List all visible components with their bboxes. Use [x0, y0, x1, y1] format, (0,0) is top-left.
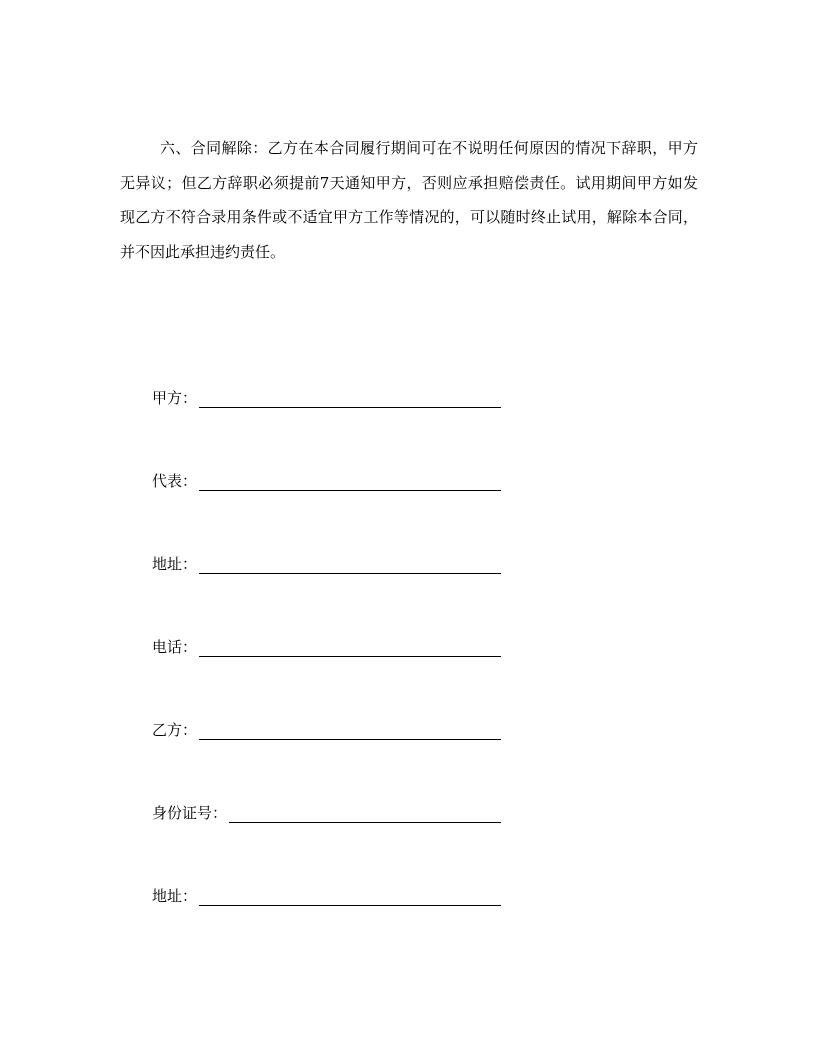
party-b-label: 乙方： [152, 721, 198, 739]
representative-label: 代表： [152, 472, 198, 490]
address-a-label: 地址： [152, 555, 198, 573]
address-a-field [152, 554, 501, 574]
address-b-blank[interactable] [199, 889, 501, 906]
id-number-label: 身份证号： [152, 804, 228, 822]
phone-blank[interactable] [199, 640, 501, 657]
address-b-field [152, 886, 501, 906]
party-a-field [152, 388, 501, 408]
party-b-blank[interactable] [199, 723, 501, 740]
id-number-blank[interactable] [229, 806, 501, 823]
termination-clause: 六、合同解除：乙方在本合同履行期间可在不说明任何原因的情况下辞职，甲方无异议；但乙方辞职必须提前7天通知甲方，否则应承担赔偿责任。试用期间甲方如发现乙方不符合录用条件或不适宜甲方工作等情况的，可以随时终止试用，解除本合同，并不因此承担违约责任。 [120, 139, 698, 261]
party-a-blank[interactable] [199, 391, 501, 408]
representative-field [152, 471, 501, 491]
id-number-field [152, 803, 501, 823]
address-b-label: 地址： [152, 887, 198, 905]
party-a-label: 甲方： [152, 389, 198, 407]
address-a-blank[interactable] [199, 557, 501, 574]
party-b-field [152, 720, 501, 740]
phone-label: 电话： [152, 638, 198, 656]
phone-field [152, 637, 501, 657]
representative-blank[interactable] [199, 474, 501, 491]
